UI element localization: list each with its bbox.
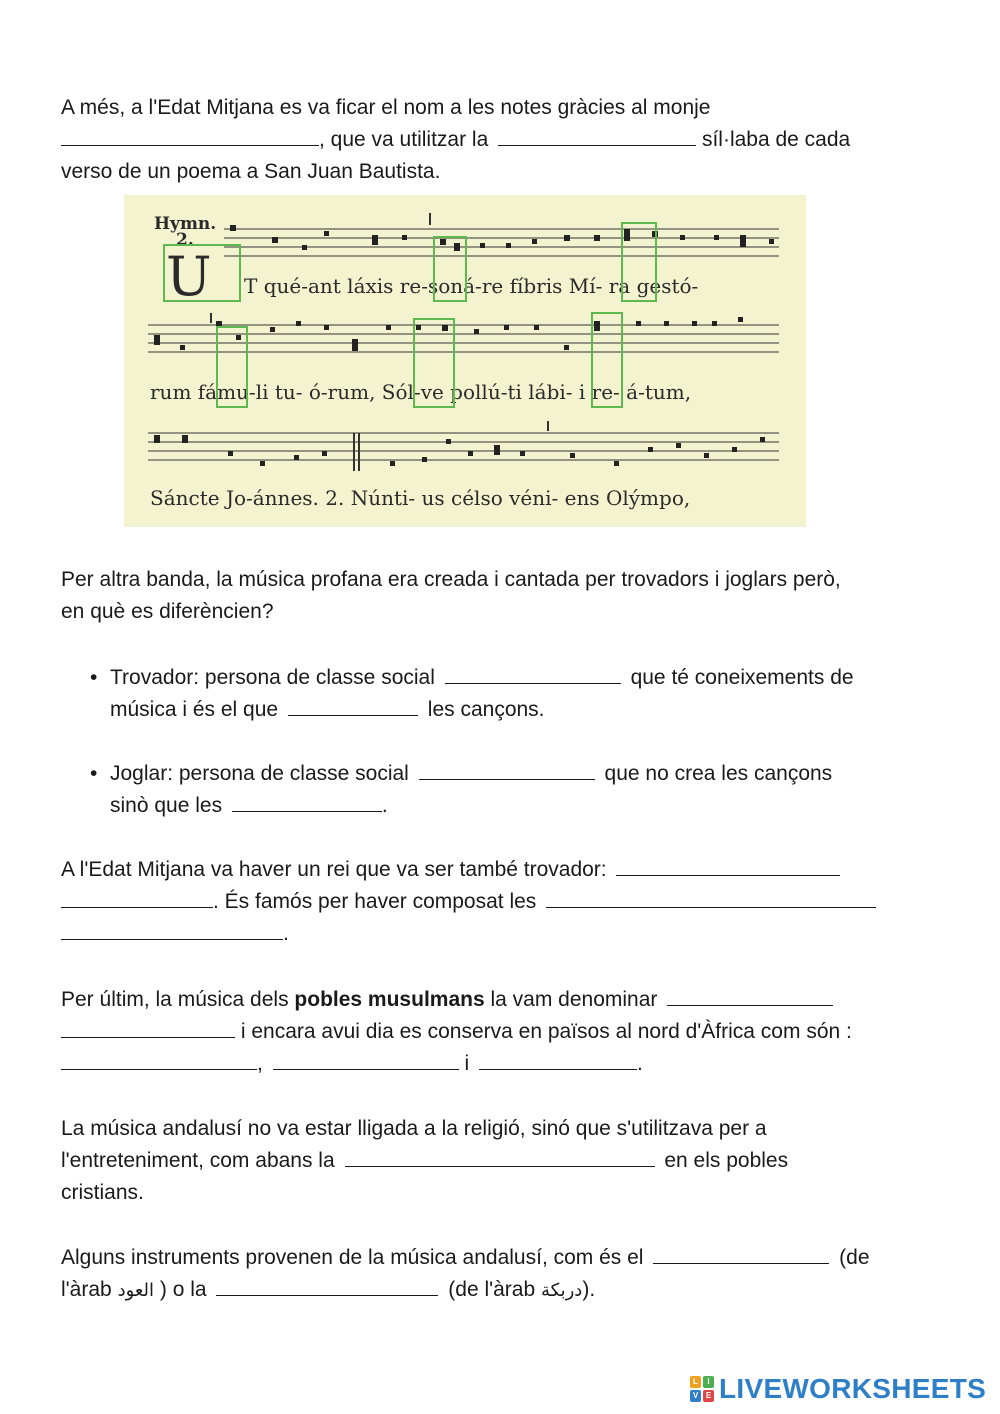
arabic-word-oud: العود [117, 1280, 155, 1301]
gregorian-chant-image [124, 195, 806, 527]
blank-joglar-class[interactable] [419, 761, 595, 780]
text-fragment: Trovador: persona de classe social [110, 666, 435, 689]
blank-monk-name[interactable] [61, 127, 319, 146]
text-fragment: la vam denominar [490, 988, 658, 1011]
text-line: Per altra banda, la música profana era creada i cantada per trovadors i joglars però, [61, 568, 841, 591]
text-fragment: sinò que les [110, 794, 223, 817]
blank-christian-music[interactable] [345, 1148, 655, 1167]
text-fragment: . [637, 1052, 643, 1075]
chant-lyric-line-1: T qué-ant láxis re-soná-re fíbris Mí- ra gestó- [244, 274, 699, 298]
blank-compositions-1[interactable] [546, 889, 876, 908]
text-fragment: en els pobles [664, 1149, 789, 1172]
liveworksheets-logo[interactable] [690, 1374, 986, 1404]
text-fragment: Per últim, la música dels [61, 988, 289, 1011]
text-fragment: . És famós per haver composat les [213, 890, 537, 913]
text-fragment: síl·laba de cada [701, 128, 851, 151]
text-fragment: l'entreteniment, com abans la [61, 1149, 335, 1172]
text-line: cristians. [61, 1181, 144, 1204]
blank-country-1[interactable] [61, 1051, 257, 1070]
text-fragment: . [381, 794, 388, 817]
text-fragment: que no crea les cançons [604, 762, 833, 785]
blank-trovador-class[interactable] [445, 665, 621, 684]
blank-syllable-position[interactable] [498, 127, 696, 146]
chant-lyric-line-3: Sáncte Jo-ánnes. 2. Núnti- us célso véni- ens Olýmpo, [150, 486, 691, 510]
arabic-word-darbuka: دربكة [541, 1280, 583, 1301]
text-fragment: , [257, 1052, 263, 1075]
chant-lyric-line-2: rum fámu-li tu- ó-rum, Sól-ve pollú-ti lábi- i re- á-tum, [150, 380, 692, 404]
blank-country-2[interactable] [273, 1051, 459, 1070]
chant-initial: U [166, 245, 212, 308]
paragraph-andalusi [61, 1113, 941, 1209]
text-line: La música andalusí no va estar lligada a la religió, sinó que s'utilitzava per a [61, 1117, 767, 1140]
text-fragment: (de l'àrab [448, 1278, 536, 1301]
paragraph-muslim-music [61, 984, 941, 1080]
bold-text: pobles musulmans [294, 988, 485, 1011]
text-fragment: música i és el que [110, 698, 279, 721]
blank-king-name-1[interactable] [616, 857, 840, 876]
text-fragment: i encara avui dia es conserva en països al nord d'Àfrica com són : [240, 1020, 852, 1043]
bullet-trovador [110, 662, 940, 726]
text-fragment: ). [582, 1278, 596, 1301]
bullet-joglar [110, 758, 940, 822]
paragraph-instruments [61, 1242, 941, 1307]
blank-compositions-2[interactable] [61, 921, 283, 940]
blank-music-name-1[interactable] [667, 987, 833, 1006]
text-line: A més, a l'Edat Mitjana es va ficar el nom a les notes gràcies al monje [61, 96, 711, 119]
text-fragment: les cançons. [427, 698, 545, 721]
logo-mark-icon [690, 1376, 714, 1402]
blank-country-3[interactable] [479, 1051, 637, 1070]
paragraph-king-troubadour [61, 854, 941, 950]
text-fragment: que té coneixements de [630, 666, 854, 689]
paragraph-intro [61, 92, 941, 188]
blank-instrument-1[interactable] [653, 1245, 829, 1264]
text-fragment: , que va utilitzar la [319, 128, 489, 151]
logo-letter: V [690, 1390, 701, 1402]
hymn-number: 2. [176, 230, 194, 250]
text-fragment: ) o la [159, 1278, 207, 1301]
logo-letter: E [703, 1390, 714, 1402]
text-line: verso de un poema a San Juan Bautista. [61, 160, 441, 183]
hymn-label: Hymn. [154, 214, 217, 234]
text-fragment: Joglar: persona de classe social [110, 762, 409, 785]
blank-joglar-action[interactable] [232, 793, 382, 812]
bullet-marker: • [90, 666, 98, 689]
text-fragment: . [283, 922, 289, 945]
bullet-marker: • [90, 762, 98, 785]
blank-king-name-2[interactable] [61, 889, 213, 908]
logo-letter: L [690, 1376, 701, 1388]
text-fragment: l'àrab [61, 1278, 112, 1301]
blank-trovador-action[interactable] [288, 697, 418, 716]
text-fragment: (de [839, 1246, 870, 1269]
text-fragment: A l'Edat Mitjana va haver un rei que va ser també trovador: [61, 858, 607, 881]
paragraph-profane-music [61, 564, 941, 628]
blank-music-name-2[interactable] [61, 1019, 235, 1038]
text-fragment: i [464, 1052, 470, 1075]
logo-text: LIVEWORKSHEETS [719, 1373, 987, 1404]
text-line: en què es diferèncien? [61, 600, 274, 623]
text-fragment: Alguns instruments provenen de la música andalusí, com és el [61, 1246, 644, 1269]
blank-instrument-2[interactable] [216, 1277, 438, 1296]
logo-letter: I [703, 1376, 714, 1388]
